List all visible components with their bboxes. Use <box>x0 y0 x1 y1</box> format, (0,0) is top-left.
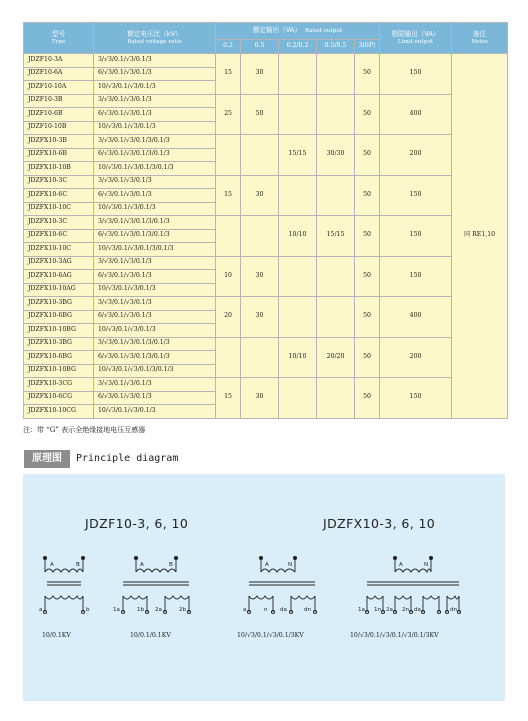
class-0-5-cell: 30 <box>241 297 279 338</box>
class-0-5-0-5-cell: 15/15 <box>317 216 355 257</box>
section-title-en: Principle diagram <box>76 453 179 464</box>
notes-cell: 同 RE1,10 <box>452 54 508 419</box>
table-row <box>24 256 508 270</box>
class-0-2-0-2-cell <box>279 378 317 419</box>
class-0-5-0-5-cell: 30/30 <box>317 135 355 176</box>
class-3p-cell: 50 <box>355 337 380 378</box>
type-cell: JDZFX10-10BG <box>24 324 94 338</box>
terminal-a: a <box>243 607 247 613</box>
terminal-dn: dn <box>304 607 312 613</box>
limit-cell: 150 <box>380 175 452 216</box>
ratio-cell: 6/√3/0.1/√3/0.1/3 <box>94 270 216 284</box>
header-class-0-5-0-5: 0.5/0.5 <box>317 40 355 54</box>
terminal-1b: 1b <box>137 607 145 613</box>
ratio-cell: 6/√3/0.1/√3/0.1/3/0.1/3 <box>94 351 216 365</box>
class-0-5-cell: 30 <box>241 54 279 95</box>
class-0-5-cell: 30 <box>241 378 279 419</box>
header-class-0-5: 0.5 <box>241 40 279 54</box>
type-cell: JDZFX10-6BG <box>24 310 94 324</box>
limit-cell: 200 <box>380 337 452 378</box>
class-0-5-0-5-cell <box>317 175 355 216</box>
ratio-cell: 3/√3/0.1/√3/0.1/3/0.1/3 <box>94 135 216 149</box>
ratio-cell: 3/√3/0.1/√3/0.1/3 <box>94 54 216 68</box>
terminal-2b: 2b <box>179 607 187 613</box>
header-model: 型号 Type <box>24 23 94 54</box>
terminal-B: B <box>76 562 80 568</box>
type-cell: JDZF10-10B <box>24 121 94 135</box>
class-0-2-cell: 20 <box>216 297 241 338</box>
class-0-2-cell <box>216 135 241 176</box>
type-cell: JDZFX10-3AG <box>24 256 94 270</box>
ratio-cell: 3/√3/0.1/√3/0.1/3 <box>94 175 216 189</box>
type-cell: JDZFX10-10CG <box>24 405 94 419</box>
ratio-cell: 3/√3/0.1/√3/0.1/3 <box>94 378 216 392</box>
type-cell: JDZFX10-6C <box>24 189 94 203</box>
type-cell: JDZFX10-3C <box>24 216 94 230</box>
ratio-cell: 10/√3/0.1/√3/0.1/3 <box>94 405 216 419</box>
voltage-label-4: 10/√3/0.1/√3/0.1/√3/0.1/3KV <box>350 632 439 639</box>
ratio-cell: 6/√3/0.1/√3/0.1/3 <box>94 189 216 203</box>
type-cell: JDZFX10-6BG <box>24 351 94 365</box>
class-0-5-cell <box>241 337 279 378</box>
type-cell: JDZF10-3A <box>24 54 94 68</box>
class-0-5-cell <box>241 135 279 176</box>
class-0-2-cell <box>216 216 241 257</box>
terminal-N: N <box>424 562 429 568</box>
type-cell: JDZFX10-10C <box>24 202 94 216</box>
type-cell: JDZFX10-10C <box>24 243 94 257</box>
ratio-cell: 6/√3/0.1/√3/0.1/3/0.1/3 <box>94 148 216 162</box>
type-cell: JDZFX10-6B <box>24 148 94 162</box>
header-class-0-2-0-2: 0.2/0.2 <box>279 40 317 54</box>
class-0-2-0-2-cell: 10/10 <box>279 337 317 378</box>
ratio-cell: 10/√3/0.1/√3/0.1/3 <box>94 202 216 216</box>
header-ratio: 额定电压比（kV） Rated voltage ratio <box>94 23 216 54</box>
schematic-4 <box>365 556 460 613</box>
header-class-0-2: 0.2 <box>216 40 241 54</box>
class-0-2-0-2-cell <box>279 94 317 135</box>
table-row <box>24 378 508 392</box>
limit-cell: 400 <box>380 94 452 135</box>
class-3p-cell: 50 <box>355 175 380 216</box>
ratio-cell: 6/√3/0.1/√3/0.1/3 <box>94 108 216 122</box>
table-row <box>24 94 508 108</box>
class-0-5-0-5-cell: 20/20 <box>317 337 355 378</box>
section-title-cn: 原理图 <box>24 450 70 468</box>
limit-cell: 400 <box>380 297 452 338</box>
class-0-2-0-2-cell <box>279 297 317 338</box>
class-0-5-cell: 30 <box>241 256 279 297</box>
limit-cell: 150 <box>380 256 452 297</box>
table-row <box>24 297 508 311</box>
ratio-cell: 10/√3/0.1/√3/0.1/3 <box>94 121 216 135</box>
class-0-5-cell: 30 <box>241 175 279 216</box>
voltage-label-2: 10/0.1/0.1KV <box>130 632 171 639</box>
type-cell: JDZF10-10A <box>24 81 94 95</box>
table-row <box>24 337 508 351</box>
terminal-B: B <box>169 562 173 568</box>
terminal-da: da <box>414 607 421 613</box>
type-cell: JDZFX10-6C <box>24 229 94 243</box>
limit-cell: 150 <box>380 54 452 95</box>
ratio-cell: 10/√3/0.1/√3/0.1/3/0.1/3 <box>94 162 216 176</box>
type-cell: JDZFX10-3C <box>24 175 94 189</box>
class-0-2-0-2-cell <box>279 256 317 297</box>
class-0-2-cell: 15 <box>216 54 241 95</box>
table-row <box>24 135 508 149</box>
class-0-2-0-2-cell: 10/10 <box>279 216 317 257</box>
ratio-cell: 10/√3/0.1/√3/0.1/3 <box>94 283 216 297</box>
class-0-2-cell: 15 <box>216 378 241 419</box>
class-0-2-0-2-cell <box>279 54 317 95</box>
class-0-2-cell: 25 <box>216 94 241 135</box>
ratio-cell: 6/√3/0.1/√3/0.1/3 <box>94 67 216 81</box>
type-cell: JDZFX10-3BG <box>24 337 94 351</box>
terminal-a: a <box>39 607 43 613</box>
ratio-cell: 3/√3/0.1/√3/0.1/3 <box>94 297 216 311</box>
ratio-cell: 3/√3/0.1/√3/0.1/3 <box>94 256 216 270</box>
header-class-3p: 3(6P) <box>355 40 380 54</box>
terminal-N: N <box>288 562 293 568</box>
type-cell: JDZFX10-3CG <box>24 378 94 392</box>
transformer-schematics <box>23 474 505 701</box>
class-0-2-cell: 10 <box>216 256 241 297</box>
type-cell: JDZFX10-6CG <box>24 391 94 405</box>
class-0-5-cell: 50 <box>241 94 279 135</box>
schematic-2 <box>121 556 190 613</box>
type-cell: JDZFX10-3B <box>24 135 94 149</box>
type-cell: JDZF10-3B <box>24 94 94 108</box>
type-cell: JDZF10-6B <box>24 108 94 122</box>
class-3p-cell: 50 <box>355 216 380 257</box>
header-output: 额定输出（VA） Rated output <box>216 23 380 40</box>
ratio-cell: 3/√3/0.1/√3/0.1/3 <box>94 94 216 108</box>
class-0-2-cell: 15 <box>216 175 241 216</box>
ratio-cell: 10/√3/0.1/√3/0.1/3/0.1/3 <box>94 243 216 257</box>
diagram-title-left: JDZF10-3, 6, 10 <box>85 516 189 531</box>
ratio-cell: 6/√3/0.1/√3/0.1/3 <box>94 391 216 405</box>
terminal-1a: 1a <box>113 607 120 613</box>
terminal-1n: 1n <box>374 607 382 613</box>
ratio-cell: 10/√3/0.1/√3/0.1/3 <box>94 324 216 338</box>
class-3p-cell: 50 <box>355 256 380 297</box>
ratio-cell: 6/√3/0.1/√3/0.1/3 <box>94 310 216 324</box>
table-row <box>24 175 508 189</box>
type-cell: JDZFX10-10BG <box>24 364 94 378</box>
terminal-2a: 2a <box>155 607 162 613</box>
class-3p-cell: 50 <box>355 135 380 176</box>
class-3p-cell: 50 <box>355 54 380 95</box>
ratio-cell: 3/√3/0.1/√3/0.1/3/0.1/3 <box>94 216 216 230</box>
limit-cell: 150 <box>380 378 452 419</box>
type-cell: JDZF10-6A <box>24 67 94 81</box>
voltage-label-1: 10/0.1KV <box>42 632 71 639</box>
type-cell: JDZFX10-6AG <box>24 270 94 284</box>
ratio-cell: 10/√3/0.1/√3/0.1/3/0.1/3 <box>94 364 216 378</box>
specification-table <box>23 22 508 419</box>
section-header <box>24 450 504 468</box>
terminal-b: b <box>86 607 90 613</box>
schematic-3 <box>247 556 316 613</box>
terminal-A: A <box>265 562 269 568</box>
class-0-5-cell <box>241 216 279 257</box>
class-0-2-cell <box>216 337 241 378</box>
class-3p-cell: 50 <box>355 94 380 135</box>
terminal-A: A <box>399 562 403 568</box>
class-0-5-0-5-cell <box>317 378 355 419</box>
diagram-title-right: JDZFX10-3, 6, 10 <box>323 516 436 531</box>
limit-cell: 200 <box>380 135 452 176</box>
terminal-n: n <box>264 607 268 613</box>
ratio-cell: 10/√3/0.1/√3/0.1/3 <box>94 81 216 95</box>
class-0-2-0-2-cell <box>279 175 317 216</box>
type-cell: JDZFX10-3BG <box>24 297 94 311</box>
voltage-label-3: 10/√3/0.1/√3/0.1/3KV <box>237 632 304 639</box>
terminal-1a: 1a <box>358 607 365 613</box>
class-3p-cell: 50 <box>355 378 380 419</box>
type-cell: JDZFX10-10B <box>24 162 94 176</box>
class-0-5-0-5-cell <box>317 297 355 338</box>
header-limit: 极限输出（VA） Limit output <box>380 23 452 54</box>
type-cell: JDZFX10-10AG <box>24 283 94 297</box>
ratio-cell: 6/√3/0.1/√3/0.1/3/0.1/3 <box>94 229 216 243</box>
class-0-5-0-5-cell <box>317 256 355 297</box>
terminal-da: da <box>280 607 287 613</box>
class-3p-cell: 50 <box>355 297 380 338</box>
terminal-A: A <box>50 562 54 568</box>
terminal-2a: 2a <box>386 607 393 613</box>
terminal-2n: 2n <box>402 607 410 613</box>
footnote: 注：带 “G” 表示全绝缘接地电压互感器 <box>23 426 146 434</box>
terminal-A: A <box>140 562 144 568</box>
class-0-2-0-2-cell: 15/15 <box>279 135 317 176</box>
table-row <box>24 54 508 68</box>
class-0-5-0-5-cell <box>317 94 355 135</box>
terminal-dn: dn <box>450 607 458 613</box>
principle-diagram-panel <box>23 474 505 701</box>
table-row <box>24 216 508 230</box>
ratio-cell: 3/√3/0.1/√3/0.1/3/0.1/3 <box>94 337 216 351</box>
limit-cell: 150 <box>380 216 452 257</box>
header-notes: 备注 Notes <box>452 23 508 54</box>
class-0-5-0-5-cell <box>317 54 355 95</box>
